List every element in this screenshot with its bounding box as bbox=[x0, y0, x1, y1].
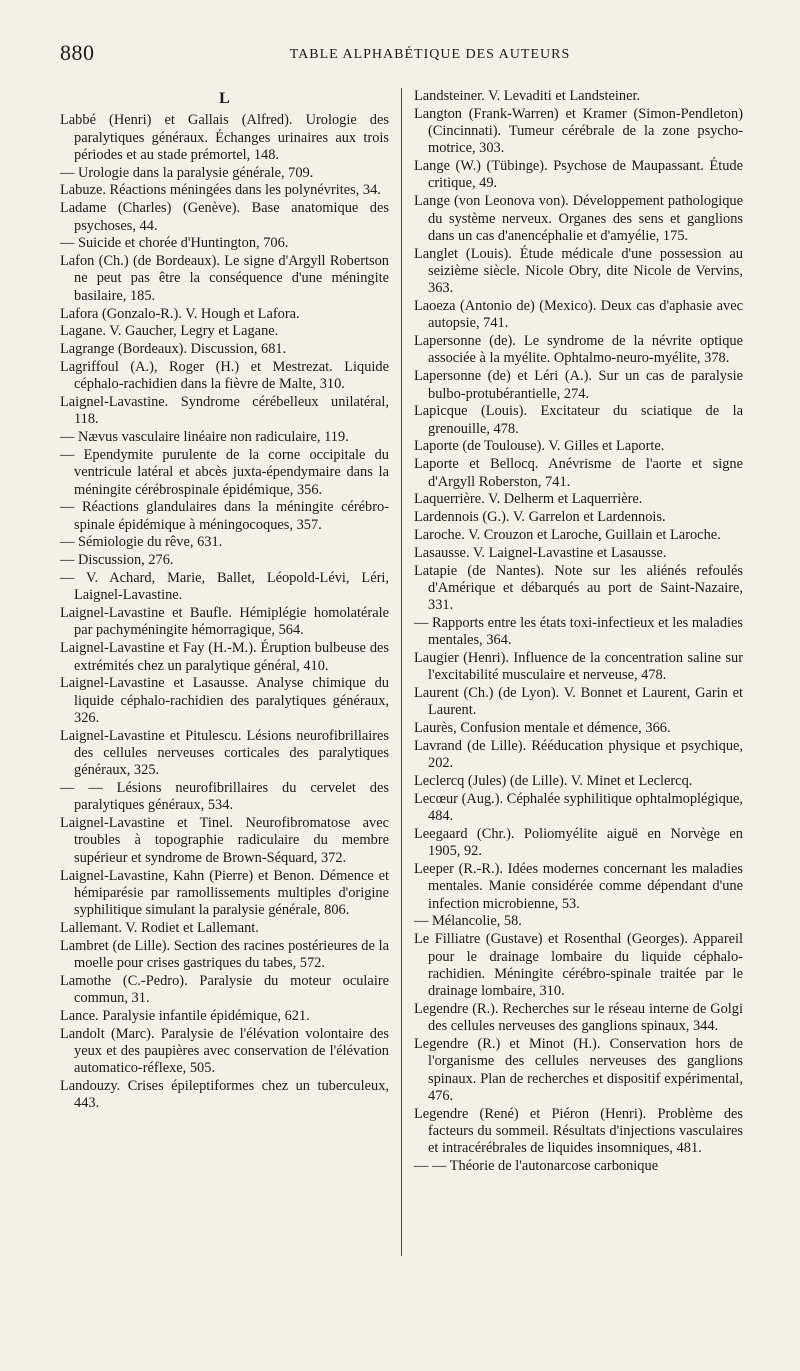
index-entry: Laignel-Lavastine, Kahn (Pierre) et Benon. Démence et hémiparésie par ramollissements multiples d'origine syphilitique simulant la paralysie générale, 806. bbox=[60, 867, 389, 919]
index-entry: Laignel-Lavastine. Syndrome cérébelleux unilatéral, 118. bbox=[60, 394, 389, 428]
index-entry: Landolt (Marc). Paralysie de l'élévation volontaire des yeux et des paupières avec conservation de l'élévation automatico-réflexe, 505. bbox=[60, 1025, 389, 1077]
index-entry: — Rapports entre les états toxi-infectieux et les maladies mentales, 364. bbox=[414, 614, 743, 649]
index-entry: Leegaard (Chr.). Poliomyélite aiguë en Norvège en 1905, 92. bbox=[414, 825, 743, 860]
index-entry: Le Filliatre (Gustave) et Rosenthal (Georges). Appareil pour le drainage lombaire du liquide céphalo-rachidien. Méningite cérébro-spinale traitée par le drainage lombaire, 310. bbox=[414, 931, 743, 1000]
index-entry: — Nævus vasculaire linéaire non radiculaire, 119. bbox=[60, 429, 349, 446]
index-entry: Lange (von Leonova von). Développement pathologique du système nerveux. Organes des sens et ganglions dans un cas d'anencéphalie et d'amyélie, 175. bbox=[414, 193, 743, 244]
index-entry: Lavrand (de Lille). Rééducation physique et psychique, 202. bbox=[414, 737, 743, 772]
left-column bbox=[60, 88, 389, 1113]
index-entry: Laporte (de Toulouse). V. Gilles et Laporte. bbox=[414, 438, 665, 455]
index-entry: — — Lésions neurofibrillaires du cervelet des paralytiques généraux, 534. bbox=[60, 780, 389, 814]
index-entry: Leeper (R.-R.). Idées modernes concernant les maladies mentales. Manie considérée comme dépendant d'une infection microbienne, 53. bbox=[414, 861, 743, 912]
index-entry: — V. Achard, Marie, Ballet, Léopold-Lévi, Léri, Laignel-Lavastine. bbox=[60, 570, 389, 604]
running-head: TABLE ALPHABÉTIQUE DES AUTEURS bbox=[289, 47, 571, 62]
index-entry: Lafora (Gonzalo-R.). V. Hough et Lafora. bbox=[60, 305, 300, 322]
index-entry: Laporte et Bellocq. Anévrisme de l'aorte et signe d'Argyll Roberston, 741. bbox=[414, 456, 743, 490]
index-entry: Laquerrière. V. Delherm et Laquerrière. bbox=[414, 491, 643, 508]
index-entry: Laurès, Confusion mentale et démence, 366. bbox=[414, 720, 671, 737]
index-entry: — Sémiologie du rêve, 631. bbox=[60, 534, 223, 551]
index-entry: Labbé (Henri) et Gallais (Alfred). Urologie des paralytiques généraux. Échanges urinaires aux trois périodes et au stade prémortel, 148. bbox=[60, 112, 389, 163]
section-letter: L bbox=[219, 90, 230, 107]
index-entry: Laignel-Lavastine et Pitulescu. Lésions neurofibrillaires des cellules nerveuses corticales des paralytiques généraux, 325. bbox=[60, 727, 389, 779]
index-entry: Latapie (de Nantes). Note sur les aliénés refoulés d'Amérique et débarqués au port de Saint-Nazaire, 331. bbox=[414, 562, 743, 614]
index-entry: Legendre (R.) et Minot (H.). Conservation hors de l'organisme des cellules nerveuses des ganglions spinaux. Plan de recherches et dispositif expérimental, 476. bbox=[414, 1036, 743, 1104]
index-entry: Lafon (Ch.) (de Bordeaux). Le signe d'Argyll Robertson ne peut pas être la conséquence d'une méningite basilaire, 185. bbox=[60, 253, 389, 304]
index-entry: Lapersonne (de) et Léri (A.). Sur un cas de paralysie bulbo-protubérantielle, 274. bbox=[414, 368, 743, 402]
page-number: 880 bbox=[60, 40, 95, 65]
index-entry: Laignel-Lavastine et Lasausse. Analyse chimique du liquide céphalo-rachidien des paralytiques généraux, 326. bbox=[60, 675, 389, 726]
index-entry: Legendre (René) et Piéron (Henri). Problème des facteurs du sommeil. Résultats d'injections vasculaires et intracérébrales de liquides insomniques, 481. bbox=[414, 1105, 743, 1157]
index-entry: Lagane. V. Gaucher, Legry et Lagane. bbox=[60, 323, 279, 340]
index-entry: Leclercq (Jules) (de Lille). V. Minet et Leclercq. bbox=[414, 773, 693, 790]
index-entry: Lange (W.) (Tübinge). Psychose de Maupassant. Étude critique, 49. bbox=[414, 158, 743, 192]
index-entry: — Ependymite purulente de la corne occipitale du ventricule latéral et abcès juxta-épendymaire dans la méningite cérébrospinale épidémique, 356. bbox=[60, 446, 389, 498]
index-entry: Lecœur (Aug.). Céphalée syphilitique ophtalmoplégique, 484. bbox=[414, 790, 743, 825]
index-entry: — Mélancolie, 58. bbox=[414, 913, 522, 930]
index-entry: Landsteiner. V. Levaditi et Landsteiner. bbox=[414, 88, 641, 104]
index-entry: Laugier (Henri). Influence de la concentration saline sur l'excitabilité musculaire et nerveuse, 478. bbox=[414, 650, 743, 684]
index-entry: — Suicide et chorée d'Huntington, 706. bbox=[60, 235, 289, 252]
index-entry: — — Théorie de l'autonarcose carbonique bbox=[414, 1158, 659, 1175]
index-entry: Lapicque (Louis). Excitateur du sciatique de la grenouille, 478. bbox=[414, 403, 743, 437]
index-entry: Lambret (de Lille). Section des racines postérieures de la moelle pour crises gastriques du tabes, 572. bbox=[60, 937, 389, 972]
index-entry: Laignel-Lavastine et Baufle. Hémiplégie homolatérale par pachyméningite hémorragique, 564. bbox=[60, 605, 389, 639]
index-entry: Langton (Frank-Warren) et Kramer (Simon-Pendleton) (Cincinnati). Tumeur cérébrale de la zone psycho-motrice, 303. bbox=[414, 105, 743, 157]
index-entry: Ladame (Charles) (Genève). Base anatomique des psychoses, 44. bbox=[60, 200, 389, 234]
index-entry: Lasausse. V. Laignel-Lavastine et Lasausse. bbox=[414, 544, 667, 561]
column-divider bbox=[401, 88, 402, 1256]
right-column bbox=[414, 88, 743, 1176]
index-entry: Lardennois (G.). V. Garrelon et Lardennois. bbox=[414, 509, 666, 526]
index-entry: Laignel-Lavastine et Fay (H.-M.). Éruption bulbeuse des extrémités chez un paralytique général, 410. bbox=[60, 640, 389, 674]
index-entry: Lamothe (C.-Pedro). Paralysie du moteur oculaire commun, 31. bbox=[60, 972, 389, 1007]
index-entry: Laroche. V. Crouzon et Laroche, Guillain et Laroche. bbox=[414, 526, 721, 543]
index-entry: Lance. Paralysie infantile épidémique, 621. bbox=[60, 1007, 310, 1024]
index-entry: Laoeza (Antonio de) (Mexico). Deux cas d'aphasie avec autopsie, 741. bbox=[414, 298, 743, 332]
index-entry: Legendre (R.). Recherches sur le réseau interne de Golgi des cellules nerveuses des ganglions spinaux, 344. bbox=[414, 1000, 743, 1035]
index-entry: — Réactions glandulaires dans la méningite cérébro-spinale épidémique à méningocoques, 357. bbox=[60, 499, 389, 533]
index-entry: Labuze. Réactions méningées dans les polynévrites, 34. bbox=[60, 182, 381, 199]
index-entry: Langlet (Louis). Étude médicale d'une possession au seizième siècle. Nicole Obry, dite Nicole de Vervins, 363. bbox=[414, 245, 743, 297]
index-entry: Lapersonne (de). Le syndrome de la névrite optique associée à la myélite. Ophtalmo-neuro-myélite, 378. bbox=[414, 333, 743, 367]
index-entry: Laurent (Ch.) (de Lyon). V. Bonnet et Laurent, Garin et Laurent. bbox=[414, 685, 743, 719]
index-entry: Lallemant. V. Rodiet et Lallemant. bbox=[60, 919, 259, 936]
index-entry: Lagriffoul (A.), Roger (H.) et Mestrezat. Liquide céphalo-rachidien dans la fièvre de Malte, 310. bbox=[60, 358, 389, 393]
index-entry: Laignel-Lavastine et Tinel. Neurofibromatose avec troubles à topographie radiculaire du membre supérieur et syndrome de Brown-Séquard, 372. bbox=[60, 815, 389, 866]
index-entry: — Discussion, 276. bbox=[60, 552, 174, 569]
index-entry: Lagrange (Bordeaux). Discussion, 681. bbox=[60, 341, 287, 358]
index-entry: Landouzy. Crises épileptiformes chez un tuberculeux, 443. bbox=[60, 1078, 389, 1112]
index-entry: — Urologie dans la paralysie générale, 709. bbox=[60, 164, 314, 181]
